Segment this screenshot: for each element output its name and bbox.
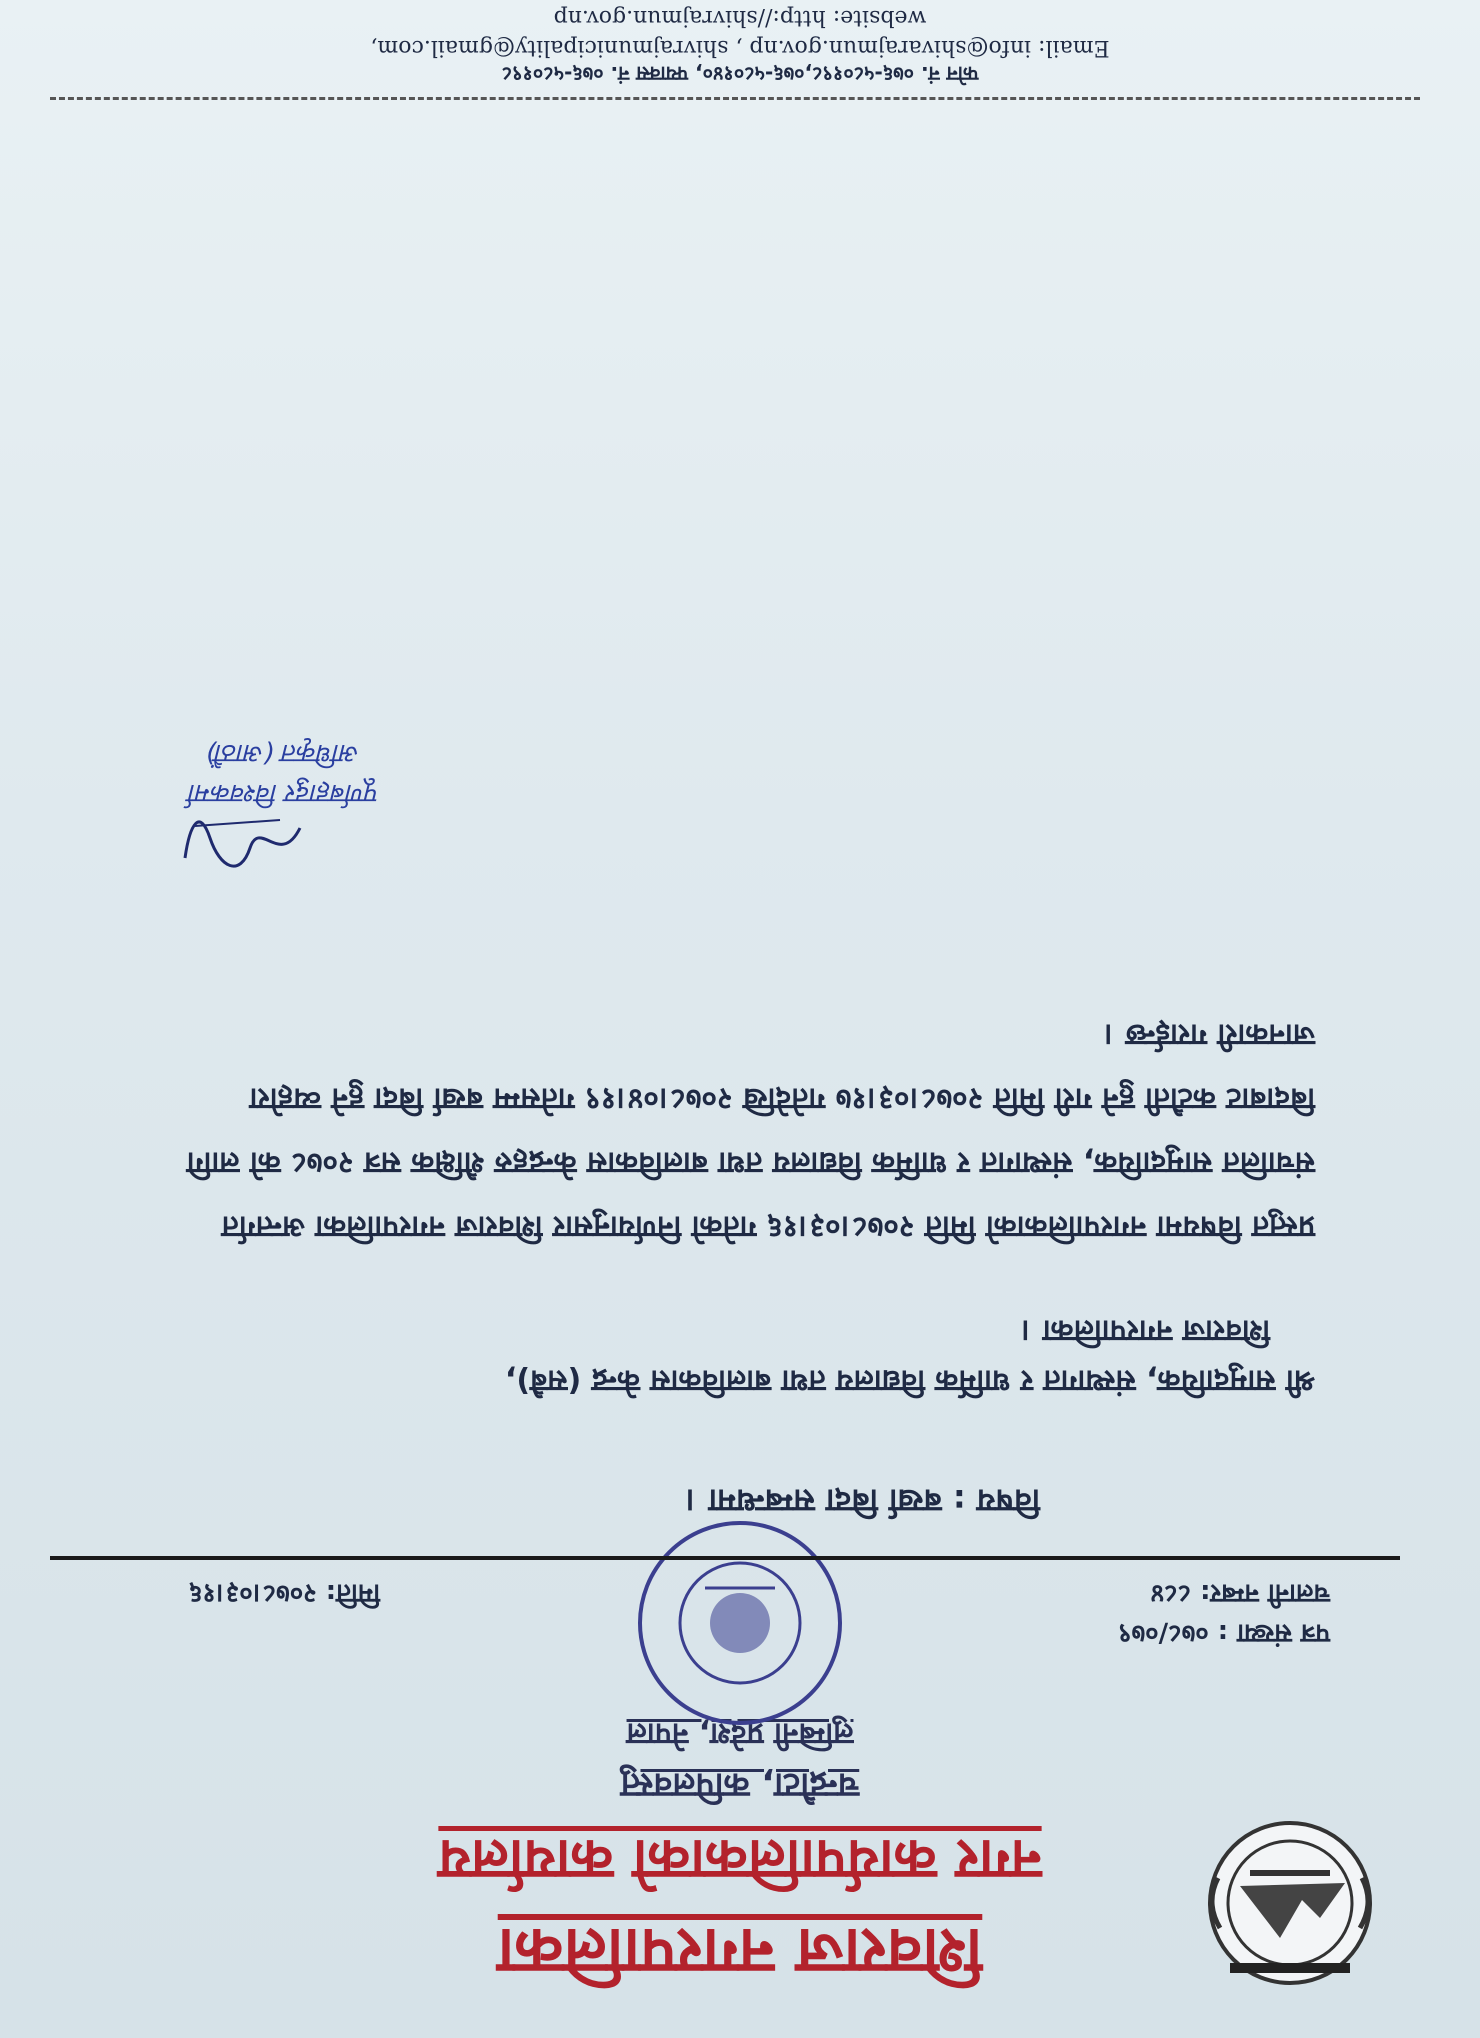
dispatch-number: चलानी नम्बर: ८८४ xyxy=(1150,1578,1330,1608)
handwritten-signature-icon xyxy=(180,808,310,878)
office-province: लुम्बिनी प्रदेश, नेपाल xyxy=(626,1716,854,1751)
footer-email: Email: info@shivarajmun.gov.np , shivrajmunicipality@gmail.com, xyxy=(370,35,1110,60)
office-address: चन्द्रौटा, कपिलवस्तु xyxy=(620,1765,860,1805)
office-title: नगर कार्यपालिकाको कार्यालय xyxy=(438,1827,1042,1892)
municipality-title: शिवराज नगरपालिका xyxy=(497,1914,983,1988)
reference-number: पत्र संख्या : ०७८/०७९ xyxy=(1118,1618,1330,1648)
signatory-title: अधिकृत (आठौं) xyxy=(205,738,360,768)
footer-phone: फोन नं. ०७६-५८०१९८,०७६-५८०१४०, फ्याक्स नं. ०७६-५८०१९८ xyxy=(501,62,979,86)
letter-body: प्रस्तुत विषयमा नगरपालिकाको मिति २०७८।०३।१६ गतेको निर्णयानुसार शिवराज नगरपालिका अन्तर्गत संचालित सामुदायिक, संस्थागत र धार्मिक विद्यालय तथा बालविकास केन्द्रहरु शैक्षिक सत्र २०७८ को लागि बिदाबाट कटौती हुने गरी मिति २०७८।०३।१७ गतेदेखि २०७८।०४।१९ गतेसम्म बर्खा बिदा हुने व्यहोरा जानकारी गराईन्छ । xyxy=(186,1017,1315,1244)
addressee-line-2: शिवराज नगरपालिका । xyxy=(1021,1313,1270,1348)
official-stamp-icon xyxy=(625,1508,855,1738)
letter-subject: विषय : बर्खा बिदा सम्बन्धमा । xyxy=(685,1482,1040,1520)
footer-website: website: http://shivrajmun.gov.np xyxy=(553,5,927,30)
header-divider xyxy=(50,1556,1400,1560)
letter-date: मिति: २०७८।०३।१६ xyxy=(188,1578,380,1608)
signatory-name: पूर्णबहादुर विश्वकर्मा xyxy=(189,778,380,808)
addressee-line-1: श्री सामुदायिक, संस्थागत र धार्मिक विद्यालय तथा बालविकास केन्द्र (सबै), xyxy=(505,1363,1315,1398)
footer-divider xyxy=(50,97,1420,100)
